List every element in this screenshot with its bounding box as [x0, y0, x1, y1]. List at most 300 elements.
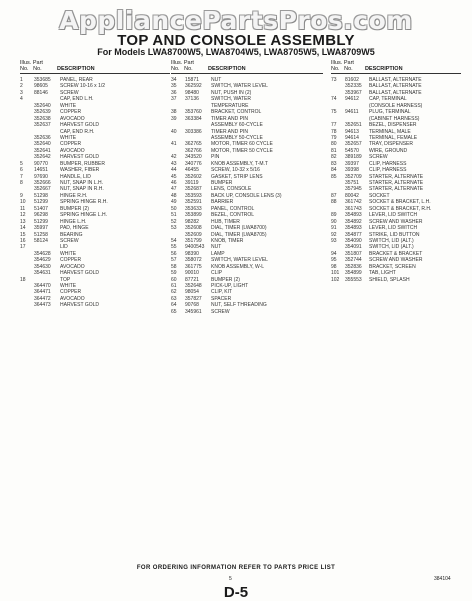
part-number: 51258	[34, 231, 48, 238]
part-description: CLIP, HARNESS	[369, 160, 407, 167]
part-number: 353633	[185, 205, 202, 212]
part-number: 37136	[185, 96, 199, 103]
part-number: 352636	[34, 134, 51, 141]
part-number: 87721	[185, 276, 199, 283]
part-number: 46455	[185, 167, 199, 174]
part-number: 364471	[34, 289, 51, 296]
part-number: 98054	[185, 289, 199, 296]
part-description: STARTER, ALTERNATE	[369, 180, 424, 186]
part-description: SPACER	[211, 295, 232, 302]
part-number: 39398	[345, 167, 359, 174]
illus-number: 13	[20, 218, 26, 225]
part-number: 352637	[34, 122, 51, 129]
part-description: STARTER, ALTERNATE	[369, 186, 424, 193]
illus-number: 64	[171, 302, 177, 309]
part-number: 352666	[34, 180, 51, 186]
illus-number: 39	[171, 115, 177, 122]
part-number: 94614	[345, 134, 359, 141]
header-illus-part: Illus. Part	[331, 60, 354, 66]
illus-number: 2	[20, 83, 23, 90]
part-number: 352687	[185, 186, 202, 193]
illus-number: 74	[331, 96, 337, 103]
part-description: SPRING HINGE L.H.	[60, 212, 107, 219]
part-description: TIMER AND PIN	[211, 128, 248, 135]
illus-number: 75	[331, 109, 337, 116]
part-number: 352744	[345, 257, 362, 264]
illus-number: 57	[171, 257, 177, 264]
part-description: SWITCH, WATER	[211, 96, 251, 103]
part-number: 351799	[185, 237, 202, 244]
part-number: 352642	[34, 154, 51, 161]
part-description: SCREW AND WASHER	[369, 257, 423, 264]
illus-number: 36	[171, 89, 177, 96]
part-description: NUT, SNAP IN L.H.	[60, 180, 103, 186]
part-description: SCREW	[60, 89, 79, 96]
illus-number: 95	[331, 257, 337, 264]
illus-number: 53	[171, 225, 177, 232]
part-description: TAB, LIGHT	[369, 270, 396, 277]
illus-number: 58	[171, 263, 177, 270]
illus-number: 45	[171, 173, 177, 180]
part-description: SCREW	[60, 237, 79, 244]
part-number: 90770	[34, 160, 48, 167]
part-description: LEVER, LID SWITCH	[369, 212, 418, 219]
part-description: BRACKET, SCREEN	[369, 263, 416, 270]
part-description: BEARING	[60, 231, 83, 238]
part-description: BEZEL, CONTROL	[211, 212, 255, 219]
part-description: BALLAST, ALTERNATE	[369, 77, 422, 83]
part-number: 343520	[185, 154, 202, 161]
header-no-part: No.	[184, 66, 193, 72]
part-number: 352667	[34, 186, 51, 193]
parts-column-1	[20, 60, 170, 309]
part-description: (CONSOLE HARNESS)	[369, 102, 423, 109]
parts-row	[171, 309, 323, 315]
part-number: 35751	[345, 180, 359, 186]
header-description: DESCRIPTION	[208, 66, 246, 72]
part-description: COPPER	[60, 289, 82, 296]
part-number: 361742	[345, 199, 362, 206]
part-description: ASSEMBLY 60-CYCLE	[211, 122, 263, 129]
part-description: AVOCADO	[60, 147, 85, 154]
part-description: BUMPER (2)	[211, 276, 240, 283]
illus-number: 102	[331, 276, 340, 283]
parts-column-3	[331, 60, 461, 283]
part-description: BUMPER, RUBBER	[60, 160, 106, 167]
part-description: SCREW, 10-32 x 5/16	[211, 167, 260, 174]
part-description: BALLAST, ALTERNATE	[369, 83, 422, 90]
header-description: DESCRIPTION	[364, 66, 403, 72]
part-description: STRIKE, LID BUTTON	[369, 231, 420, 238]
part-number: 354629	[34, 257, 51, 264]
illus-number: 101	[331, 270, 340, 277]
part-description: LID	[60, 244, 68, 251]
illus-number: 59	[171, 270, 177, 277]
ordering-footer: FOR ORDERING INFORMATION REFER TO PARTS PRICE LIST	[136, 565, 336, 571]
section-number: D-5	[223, 584, 249, 601]
part-number: 98390	[185, 250, 199, 257]
part-number: 361743	[345, 205, 362, 212]
part-number: 353760	[185, 109, 202, 116]
part-description: HARVEST GOLD	[60, 270, 99, 277]
model-subtitle: For Models LWA8700W5, LWA8704W5, LWA8705W5, LWA8709W5	[97, 47, 375, 57]
part-number: 354630	[34, 263, 51, 270]
part-number: 94613	[345, 128, 359, 135]
part-number: 361775	[185, 263, 202, 270]
part-number: 39119	[185, 180, 199, 186]
illus-number: 63	[171, 295, 177, 302]
page-number: 5	[229, 576, 232, 582]
illus-number: 88	[331, 199, 337, 206]
illus-number: 10	[20, 199, 26, 206]
part-number: 354091	[345, 244, 362, 251]
illus-number: 80	[331, 141, 337, 148]
part-description: COPPER	[60, 257, 82, 264]
part-description: CAP, END L.H.	[60, 96, 94, 103]
illus-number: 84	[331, 167, 337, 174]
part-description: AVOCADO	[60, 115, 85, 122]
part-description: LAMP	[211, 250, 225, 257]
illus-number: 83	[331, 160, 337, 167]
illus-number: 56	[171, 250, 177, 257]
site-watermark: AppliancePartsPros.com	[59, 6, 413, 35]
illus-number: 90	[331, 218, 337, 225]
part-description: PANEL, CONTROL	[211, 205, 255, 212]
part-number: 51407	[34, 205, 48, 212]
part-description: HANDLE, LID	[60, 173, 91, 180]
part-number: 35997	[34, 225, 48, 232]
illus-number: 60	[171, 276, 177, 283]
illus-number: 35	[171, 83, 177, 90]
part-description: SCREW	[211, 308, 230, 315]
part-number: 354628	[34, 250, 51, 257]
illus-number: 8	[20, 180, 23, 186]
part-description: PAD, HINGE	[60, 225, 89, 232]
part-description: BARRIER	[211, 199, 234, 206]
part-number: 94611	[345, 109, 359, 116]
illus-number: 50	[171, 205, 177, 212]
part-description: HUB, TIMER	[211, 218, 240, 225]
part-description: HINGE R.H.	[60, 192, 88, 199]
part-number: 352651	[345, 122, 362, 129]
part-description: WHITE	[60, 102, 77, 109]
part-number: 15871	[185, 77, 199, 83]
illus-number: 40	[171, 128, 177, 135]
part-number: 340776	[185, 160, 202, 167]
part-number: 80042	[345, 192, 359, 199]
part-description: SPRING HINGE R.H.	[60, 199, 108, 206]
column-header	[20, 60, 170, 74]
part-number: 358072	[185, 257, 202, 264]
illus-number: 17	[20, 244, 26, 251]
illus-number: 41	[171, 141, 177, 148]
part-description: WHITE	[60, 283, 77, 289]
illus-number: 37	[171, 96, 177, 103]
part-description: SWITCH, LID (ALT.)	[369, 244, 414, 251]
part-number: 98480	[185, 89, 199, 96]
part-number: 54570	[345, 147, 359, 154]
part-description: SWITCH, WATER LEVEL	[211, 257, 268, 264]
part-number: 362592	[185, 83, 202, 90]
part-number: 14651	[34, 167, 48, 174]
part-number: 357827	[185, 295, 202, 302]
part-description: DIAL, TIMER (LWA8705)	[211, 231, 267, 238]
illus-number: 51	[171, 212, 177, 219]
part-number: 352335	[345, 83, 362, 90]
part-number: 94612	[345, 96, 359, 103]
part-description: BRACKET, CONTROL	[211, 109, 262, 116]
part-description: SCREW 10-16 x 1/2	[60, 83, 106, 90]
part-description: BUMPER (2)	[60, 205, 89, 212]
illus-number: 16	[20, 237, 26, 244]
parts-column-2	[171, 60, 323, 315]
part-description: HARVEST GOLD	[60, 122, 99, 129]
part-description: NUT, SNAP IN R.H.	[60, 186, 104, 193]
part-number: 352640	[34, 102, 51, 109]
part-description: WIRE, GROUND	[369, 147, 408, 154]
illus-number: 94	[331, 250, 337, 257]
part-number: 351807	[345, 250, 362, 257]
part-description: ASSEMBLY 50-CYCLE	[211, 134, 263, 141]
part-description: KNOB ASSEMBLY, W-L	[211, 263, 265, 270]
part-number: 98282	[185, 218, 199, 225]
illus-number: 93	[331, 237, 337, 244]
part-description: KNOB ASSEMBLY, T-M.T	[211, 160, 268, 167]
illus-number: 4	[20, 96, 23, 103]
part-description: CAP, TERMINAL	[369, 96, 407, 103]
part-description: SOCKET & BRACKET, R.H.	[369, 205, 432, 212]
illus-number: 91	[331, 225, 337, 232]
part-description: STARTER, ALTERNATE	[369, 173, 424, 180]
part-number: 58124	[34, 237, 48, 244]
part-description: SHIELD, SPLASH	[369, 276, 410, 283]
illus-number: 11	[20, 205, 26, 212]
part-description: NUT	[211, 77, 222, 83]
part-number: 354893	[345, 225, 362, 232]
part-number: 352640	[34, 141, 51, 148]
part-number: 352638	[34, 115, 51, 122]
part-description: SWITCH, WATER LEVEL	[211, 83, 268, 90]
illus-number: 5	[20, 160, 23, 167]
part-number: 389189	[345, 154, 362, 161]
header-no-part: No.	[33, 66, 42, 72]
part-number: 352641	[34, 147, 51, 154]
part-number: 352639	[34, 109, 51, 116]
part-number: 352608	[185, 225, 202, 232]
part-description: TIMER AND PIN	[211, 115, 248, 122]
part-description: TRAY, DISPENSER	[369, 141, 413, 148]
part-description: LENS, CONSOLE	[211, 186, 252, 193]
part-number: 353899	[185, 212, 202, 219]
illus-number: 89	[331, 212, 337, 219]
part-description: BALLAST, ALTERNATE	[369, 89, 422, 96]
part-number: 354899	[345, 270, 362, 277]
column-header	[331, 60, 461, 74]
part-description: BEZEL, DISPENSER	[369, 122, 417, 129]
part-number: 355553	[345, 276, 362, 283]
part-description: CLIP, HARNESS	[369, 167, 407, 174]
illus-number: 47	[171, 186, 177, 193]
part-description: CLIP	[211, 270, 223, 277]
header-description: DESCRIPTION	[57, 66, 95, 72]
part-description: NUT, PUSH IN (2)	[211, 89, 252, 96]
part-number: 364473	[34, 302, 51, 309]
part-description: HARVEST GOLD	[60, 302, 99, 309]
part-number: 352648	[185, 283, 202, 289]
part-description: GASKET, STRIP LENS	[211, 173, 263, 180]
illus-number: 9	[20, 192, 23, 199]
parts-list	[20, 77, 170, 309]
part-description: NUT	[211, 244, 222, 251]
part-description: TERMINAL, MALE	[369, 128, 411, 135]
part-number: 354877	[345, 231, 362, 238]
part-description: AVOCADO	[60, 295, 85, 302]
parts-row	[20, 302, 170, 308]
illus-number: 12	[20, 212, 26, 219]
part-number: 352602	[185, 173, 202, 180]
part-description: CAP, END R.H.	[60, 128, 95, 135]
part-number: 9400543	[185, 244, 205, 251]
illus-number	[20, 302, 34, 308]
part-description: SOCKET	[369, 192, 390, 199]
header-illus-part: Illus. Part	[20, 60, 43, 66]
part-description: HINGE L.H.	[60, 218, 87, 225]
part-number: 352591	[185, 199, 202, 206]
part-number: 353593	[185, 192, 202, 199]
part-description: SOCKET & BRACKET, L.H.	[369, 199, 431, 206]
header-illus-part: Illus. Part	[171, 60, 194, 66]
part-description: TEMPERATURE	[211, 102, 249, 109]
illus-number: 48	[171, 192, 177, 199]
illus-number: 42	[171, 154, 177, 161]
part-description: WHITE	[60, 134, 77, 141]
part-description: HARVEST GOLD	[60, 154, 99, 161]
part-number: 98605	[34, 83, 48, 90]
part-description: SCREW	[369, 154, 388, 161]
illus-number: 77	[331, 122, 337, 129]
illus-number: 43	[171, 160, 177, 167]
part-number: 90768	[185, 302, 199, 309]
part-number: 362766	[185, 147, 202, 154]
part-number: 352836	[345, 263, 362, 270]
part-number: 352709	[345, 173, 362, 180]
part-number: 88146	[34, 89, 48, 96]
part-description: AVOCADO	[60, 263, 85, 270]
part-number: 354631	[34, 270, 51, 277]
illus-number: 34	[171, 77, 177, 83]
part-description: KNOB, TIMER	[211, 237, 244, 244]
illus-number: 14	[20, 225, 26, 232]
part-description: LEVER, LID SWITCH	[369, 225, 418, 232]
part-number: 96298	[34, 212, 48, 219]
part-number: 51299	[34, 199, 48, 206]
illus-number: 7	[20, 173, 23, 180]
part-description: COPPER	[60, 109, 82, 116]
header-no-part: No.	[344, 66, 353, 72]
illus-number: 18	[20, 276, 26, 283]
part-description: PIN	[211, 154, 220, 161]
part-description: SWITCH, LID (ALT.)	[369, 237, 414, 244]
header-no: No.	[20, 66, 29, 72]
illus-number: 61	[171, 283, 177, 289]
part-number: 364470	[34, 283, 51, 289]
part-number: 39397	[345, 160, 359, 167]
illus-number: 73	[331, 77, 337, 83]
part-description: PANEL, REAR	[60, 77, 93, 83]
part-description: (CABINET HARNESS)	[369, 115, 420, 122]
part-description: COPPER	[60, 141, 82, 148]
part-number: 353685	[34, 77, 51, 83]
part-number: 81602	[345, 77, 359, 83]
part-description: CLIP, KIT	[211, 289, 233, 296]
part-number: 357945	[345, 186, 362, 193]
illus-number: 54	[171, 237, 177, 244]
part-description: BRACKET & BRACKET	[369, 250, 423, 257]
part-description: BACK UP, CONSOLE LENS (3)	[211, 192, 282, 199]
header-no: No.	[171, 66, 180, 72]
part-description: SCREW AND WASHER	[369, 218, 423, 225]
parts-list	[331, 77, 461, 283]
illus-number: 81	[331, 147, 337, 154]
illus-number: 46	[171, 180, 177, 186]
part-number: 352657	[345, 141, 362, 148]
part-number: 97690	[34, 173, 48, 180]
part-number: 90010	[185, 270, 199, 277]
illus-number: 1	[20, 77, 23, 83]
part-number: 303386	[185, 128, 202, 135]
illus-number: 44	[171, 167, 177, 174]
illus-number: 78	[331, 128, 337, 135]
illus-number: 92	[331, 231, 337, 238]
illus-number: 15	[20, 231, 26, 238]
part-description: TERMINAL, FEMALE	[369, 134, 418, 141]
part-number: 354893	[345, 212, 362, 219]
part-number: 51299	[34, 218, 48, 225]
parts-list	[171, 77, 323, 315]
illus-number: 52	[171, 218, 177, 225]
illus-number: 65	[171, 308, 177, 315]
illus-number: 79	[331, 134, 337, 141]
part-description: DIAL, TIMER (LWA8700)	[211, 225, 267, 232]
part-number: 363384	[185, 115, 202, 122]
illus-number: 85	[331, 173, 337, 180]
parts-row	[331, 277, 461, 283]
part-number: 364472	[34, 295, 51, 302]
part-number: 345961	[185, 308, 202, 315]
column-header	[171, 60, 323, 74]
illus-number: 98	[331, 263, 337, 270]
illus-number: 6	[20, 167, 23, 174]
part-description: PLUG, TERMINAL	[369, 109, 411, 116]
illus-number: 38	[171, 109, 177, 116]
illus-number: 87	[331, 192, 337, 199]
part-description: NUT, SELF THREADING	[211, 302, 267, 309]
part-number: 354090	[345, 237, 362, 244]
illus-number: 55	[171, 244, 177, 251]
illus-number: 82	[331, 154, 337, 161]
illus-number: 62	[171, 289, 177, 296]
page-title: TOP AND CONSOLE ASSEMBLY	[117, 32, 355, 49]
part-description: BUMPER	[211, 180, 233, 186]
part-description: TOP	[60, 276, 71, 283]
part-number: 354892	[345, 218, 362, 225]
part-description: PICK-UP, LIGHT	[211, 283, 249, 289]
part-number: 362765	[185, 141, 202, 148]
part-description: WASHER, FIBER	[60, 167, 100, 174]
header-no: No.	[331, 66, 340, 72]
part-description: MOTOR, TIMER 60 CYCLE	[211, 141, 273, 148]
illus-number: 3	[20, 89, 23, 96]
